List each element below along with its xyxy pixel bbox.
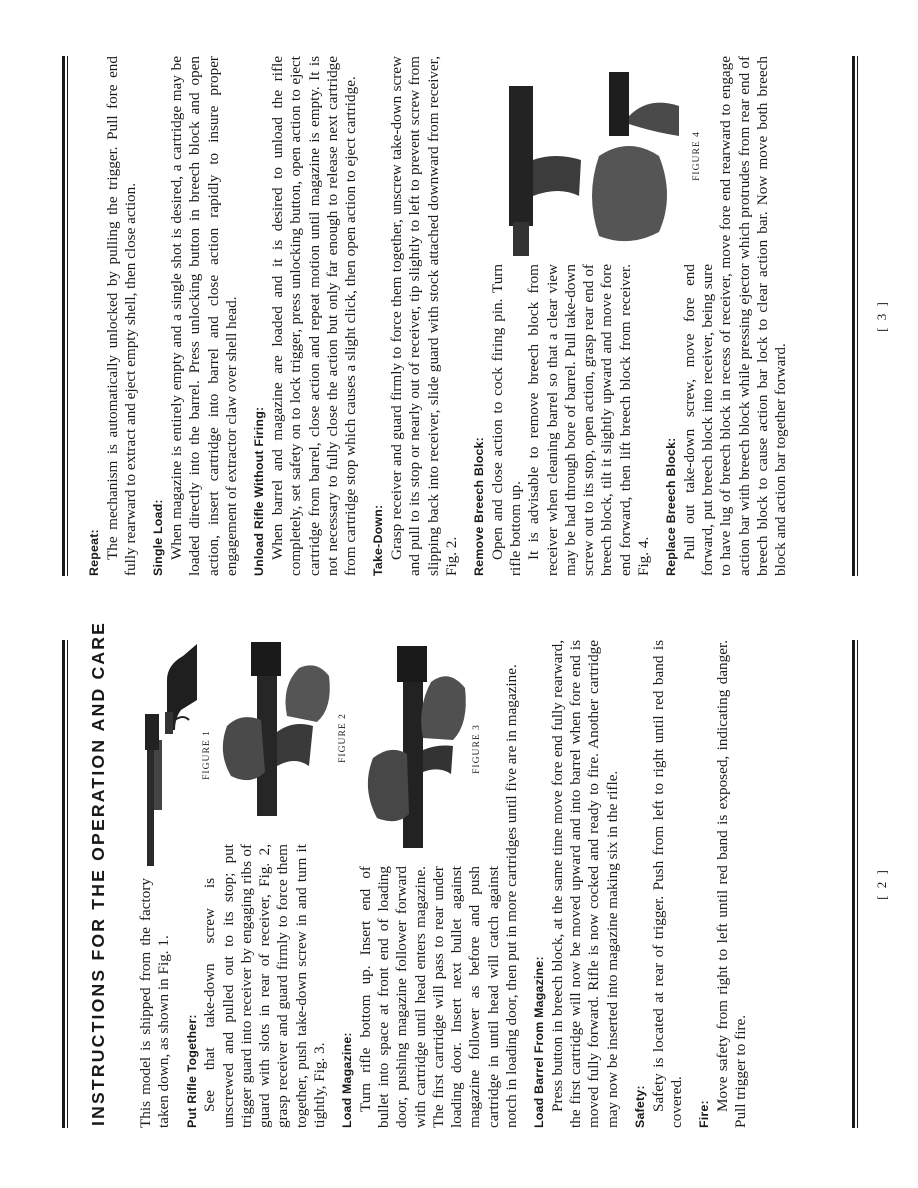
page-number: [ 3 ] [874, 300, 889, 332]
repeat-text: The mechanism is automatically unlocked by pulling the trigger. Pull fore end fully rearward to extract and eject empty shell, then close action. [103, 56, 140, 576]
put-together-text: See that take-down screw is unscrewed and pulled out to its stop; put trigger guard into receiver by engaging ribs of guard with slots in rear of receiver, Fig. 2, grasp receiver and guard firmly to force them together, push take-down screw in and turn it tightly, Fig. 3. [201, 844, 328, 1128]
page-number: [ 2 ] [874, 868, 889, 900]
figure-3-caption: FIGURE 3 [470, 724, 482, 774]
figure-4 [489, 56, 703, 256]
remove-breech-text-2: It is advisable to remove breech block from receiver when cleaning barrel so that a clear view may be had through bore of barrel. Pull take-down screw out to its stop, open action, grasp rear end of breech block, tilt it slightly upward and move fore end forward, then lift breech block from receiver. Fig. 4. [525, 264, 652, 576]
load-barrel-text: Press button in breech block, at the same time move fore end fully rearward, the first cartridge will now be moved upward and into barrel when fore end is moved fully forward. Rifle is now cocked and ready to fire. Another cartridge may now be inserted into magazine making six in the rifle. [548, 640, 621, 1128]
safety-text: Safety is located at rear of trigger. Push from left to right until red band is covered. [649, 640, 685, 1128]
figure-4-caption: FIGURE 4 [690, 131, 702, 181]
load-barrel-heading: Load Barrel From Magazine: [532, 956, 547, 1128]
take-down-heading: Take-Down: [371, 504, 386, 576]
load-magazine-text: Turn rifle bottom up. Insert end of bullet into space at front end of loading door, pushing magazine follower forward with cartridge until head enters magazine. The first cartridge will pass to rear under loading door. Insert next bullet against magazine follower as before and push cartridge in until head will catch against notch in loading door, then put in more cartridges until five are in magazine. [356, 664, 520, 1128]
remove-breech-text-1: Open and close action to cock firing pin. Turn rifle bottom up. [488, 264, 525, 576]
replace-breech-heading: Replace Breech Block: [664, 437, 678, 576]
single-load-text: When magazine is entirely empty and a single shot is desired, a cartridge may be loaded directly into the barrel. Press unlocking button in breech block and open action, insert cartridge into barrel and close action rapidly to insure proper engagement of extractor claw over shell head. [168, 56, 240, 576]
unload-text: When barrel and magazine are loaded and it is desired to unload the rifle completely, set safety on to lock trigger, press unlocking button, open action to eject cartridge from barrel, close action and repeat motion until magazine is empty. It is not necessary to fully close the action but only far enough to release next cartridge from cartridge stop which causes a slight click, then open action to eject cartridge. [269, 56, 359, 576]
load-magazine-heading: Load Magazine: [340, 1032, 355, 1128]
remove-breech-heading: Remove Breech Block: [472, 437, 487, 576]
intro-paragraph: This model is shipped from the factory taken down, as shown in Fig. 1. [137, 878, 173, 1128]
take-down-text: Grasp receiver and guard firmly to force them together, unscrew take-down screw and pull to its stop or nearly out of receiver, tip slightly to left to prevent screw from slipping back into receiver, slide guard with stock attached downward from receiver, Fig. 2. [388, 56, 460, 576]
disassembled-rifle-illustration [137, 640, 199, 870]
single-load-heading: Single Load: [151, 499, 166, 576]
fire-text: Move safety from right to left until red band is exposed, indicating danger. Pull trigger to fire. [714, 640, 750, 1128]
guard-insertion-illustration [217, 640, 335, 836]
figure-3 [357, 640, 483, 858]
figure-2-caption: FIGURE 2 [336, 713, 348, 763]
fire-heading: Fire: [697, 1100, 712, 1128]
page-2-content [76, 620, 751, 1128]
receiver-assembly-illustration [357, 640, 469, 858]
page-3-content [76, 56, 790, 576]
figure-2 [217, 640, 349, 836]
figure-1-caption: FIGURE 1 [201, 730, 213, 780]
unload-heading: Unload Rifle Without Firing: [252, 406, 267, 576]
bottom-rule [852, 56, 858, 576]
repeat-heading: Repeat: [87, 529, 101, 576]
top-rule [62, 56, 68, 576]
bottom-rule [852, 640, 858, 1128]
figure-1 [137, 640, 213, 870]
page-2 [0, 620, 918, 1128]
page-3 [0, 56, 918, 576]
replace-breech-text: Pull out take-down screw, move fore end forward, put breech block into receiver, being sure to have lug of breech block in recess of receiver, move fore end rearward to engage action bar with breech block while pressing ejector which protrudes from rear end of breech block to cause action bar lock to clear action bar. Now move both breech block and action bar together forward. [680, 56, 790, 576]
breech-block-removal-illustration [489, 56, 689, 256]
top-rule [62, 640, 68, 1128]
page-title: INSTRUCTIONS FOR THE OPERATION AND CARE [88, 620, 108, 1126]
put-together-heading: Put Rifle Together: [184, 1014, 199, 1128]
safety-heading: Safety: [632, 1085, 647, 1128]
